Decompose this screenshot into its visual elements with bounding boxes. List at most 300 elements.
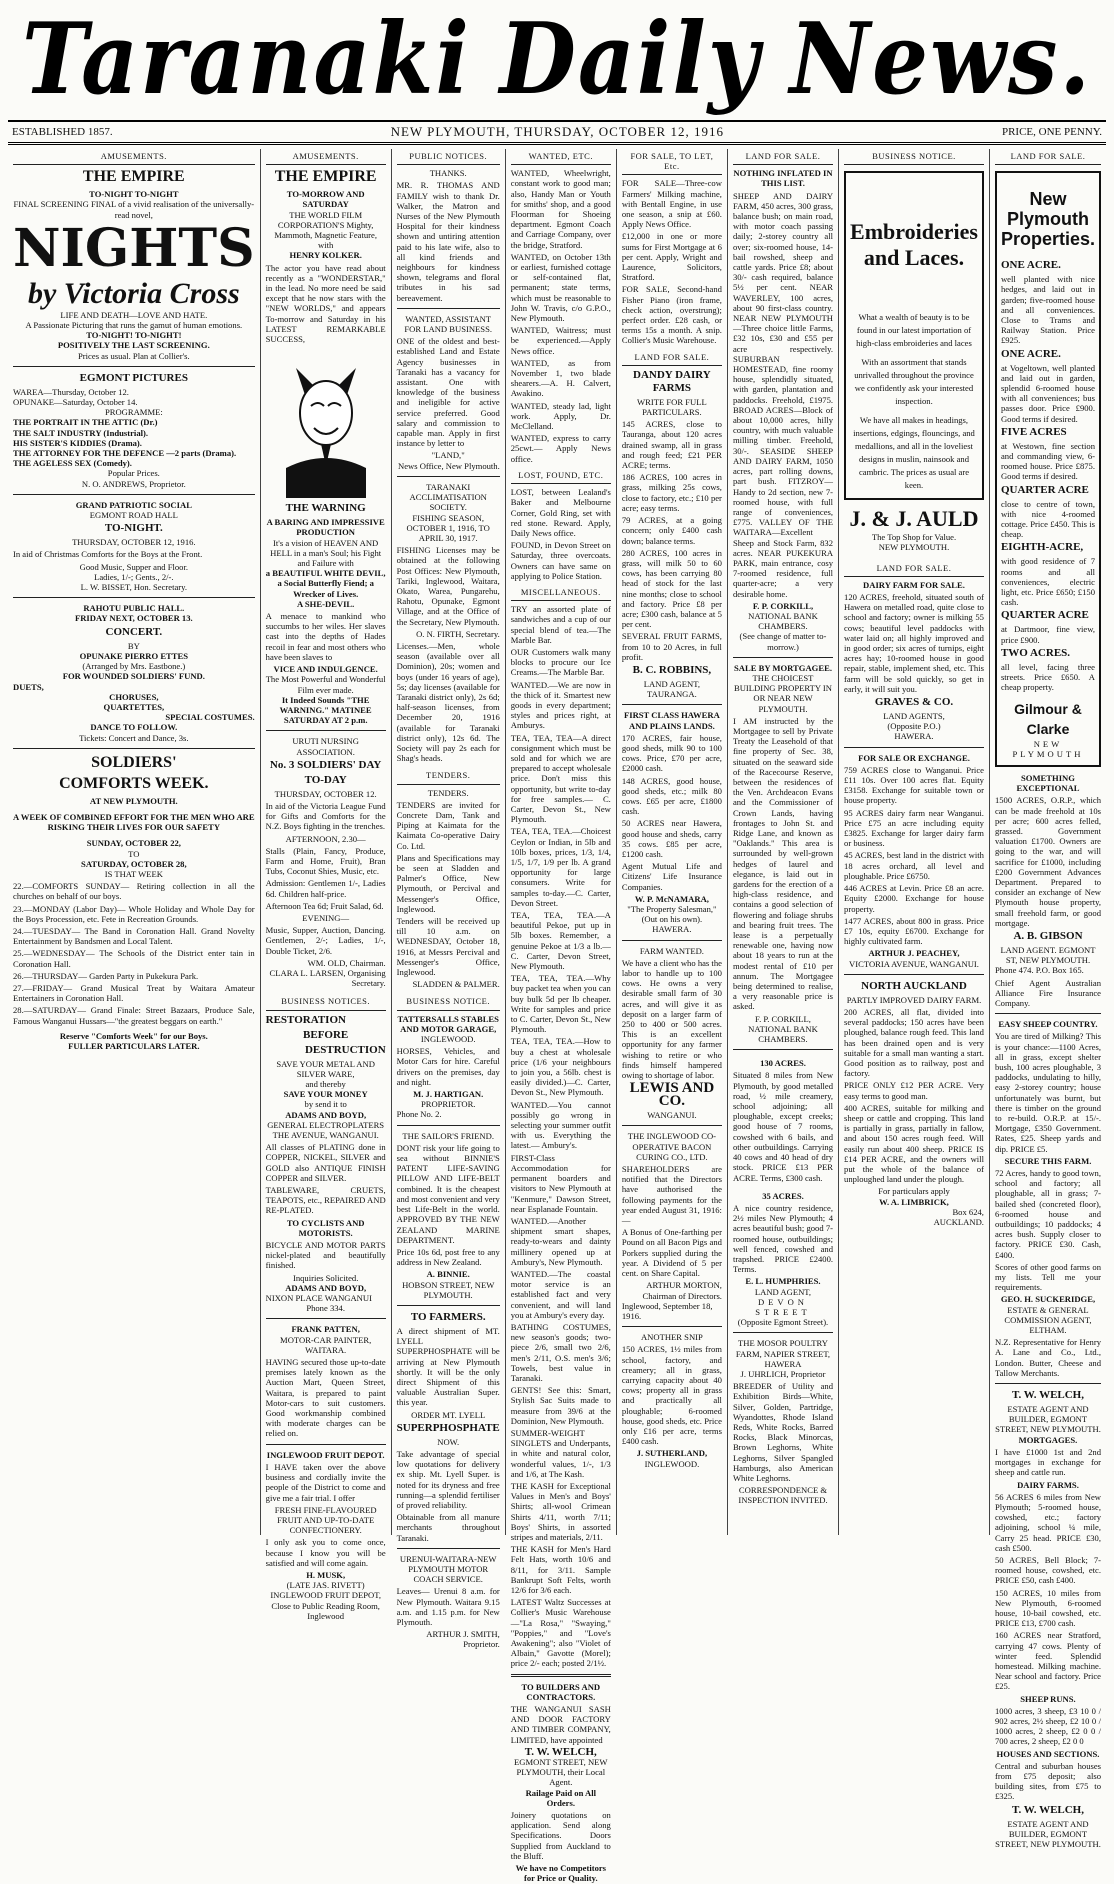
ad-heading: COMFORTS WEEK. — [59, 774, 209, 792]
ad-text: Chief Agent Australian Alliance Fire Insurance Company. — [994, 977, 1101, 1008]
ad-text: WANGANUI. — [647, 1110, 697, 1121]
ad-text: A menace to mankind who succumbs to her wiles. Her slaves cast into the depths of Hades recoil in fear and most others who have been slaves to — [265, 611, 386, 662]
ad-text: THE PORTRAIT IN THE ATTIC (Dr.) — [13, 417, 158, 428]
ad-text: A. BINNIE. — [426, 1269, 470, 1280]
ad-heading: DAIRY FARM FOR SALE. — [863, 579, 965, 590]
columns — [8, 149, 1106, 1884]
ad-text: PRICE ONLY £12 PER ACRE. Very easy terms to good man. — [844, 1080, 984, 1101]
listing: 145 ACRES, close to Tauranga, about 120 acres drained swamp, all in grass and rough feed; £21 PER ACRE; terms. — [621, 419, 722, 471]
ad-text: T. W. WELCH, — [524, 1745, 597, 1758]
ad-text: DEVON STREET — [755, 1296, 811, 1317]
ad-text: For particulars apply — [878, 1186, 950, 1197]
ad-text: Leaves— Urenui 8 a.m. for New Plymouth. Waitara 9.15 a.m. and 1.15 p.m. for New Plymouth. — [396, 1586, 500, 1627]
ad-text: POSITIVELY THE LAST SCREENING. — [57, 340, 210, 351]
ad-heading: EASY SHEEP COUNTRY. — [998, 1019, 1098, 1030]
listing: 1500 ACRES, O.R.P., which can be made freehold at 10s per acre; 600 acres felled, grassed. Government valuation £1700. Owners are going to the war, and will sacrifice for £1000, including £200 Government Advances Department. Prepared to consider an exchange of New Plymouth house property, small freehold farm, or good mortgage. — [994, 795, 1101, 928]
ad-text: HOBSON STREET, NEW PLYMOUTH. — [402, 1279, 495, 1300]
ad-heading: DAIRY FARMS. — [1017, 1479, 1079, 1490]
ad-text: TO CYCLISTS AND MOTORISTS. — [286, 1217, 365, 1238]
ad-heading: TARANAKI ACCLIMATISATION SOCIETY. — [409, 481, 487, 513]
ad-heading: 35 ACRES. — [762, 1190, 804, 1201]
classified-ad: TRY an assorted plate of sandwiches and a cup of our special blend of tea.—The Marble Bar. — [510, 604, 611, 645]
ad-text: ARTHUR J. PEACHEY, — [868, 948, 960, 959]
listing: 200 ACRES, all flat, divided into several paddocks; 150 acres have been ploughed, balance rough feed. This land has been drained open and is very suitable for a small man wanting a start. Good position as to railway, post and factory. — [844, 1006, 984, 1079]
ad-text: ADAMS AND BOYD, — [285, 1282, 367, 1293]
listing: SHEEP AND DAIRY FARM, 450 acres, 300 grass, balance bush; on main road, with motor coach passing daily; 2-storey country all over; six-roomed house, 14-bail rowshed, sheep and cattle yards. Price £8; about 30/- cash required, balance 5½ per cent. NEAR WAVERLEY, 100 acres, about 90 first-class country. NEAR NEW PLYMOUTH—Three choice little Farms, £32 10s, £30 and £55 per acre respectively. SUBURBAN HOMESTEAD, fine roomy house, splendidly situated, with garden, plantation and paddocks. Freehold, £1975. BROAD ACRES—Block of about 10,000 acres, hilly country, with much valuable milling timber. Freehold, 30/-. SEASIDE SHEEP AND DAIRY FARM, 1050 acres, part rolling downs, part bush. FITZROY—Handy to 2d section, new 7-roomed house, with full range of conveniences, £775. VALLEY OF THE WAITARA—Excellent Sheep and Stock Farm, 832 acres. NEAR PUKEKURA PARK, main entrance, cosy 7-roomed residence, full quarter-acre; a very desirable home. — [732, 190, 834, 599]
ad-text: THE WANGANUI SASH AND DOOR FACTORY AND TIMBER COMPANY, LIMITED, have appointed — [510, 1704, 611, 1745]
divider — [995, 1013, 1101, 1014]
ad-text: THE AGELESS SEX (Comedy). — [13, 458, 132, 469]
listing: all level, facing three streets. Price £650. A cheap property. — [1000, 661, 1095, 693]
ad-text: Phone 474. P.O. Box 165. — [994, 965, 1084, 976]
ad-text: (See change of matter to-morrow.) — [739, 631, 827, 652]
ad-text: It Indeed Sounds "THE WARNING." MATINEE SATURDAY AT 2 p.m. — [279, 694, 372, 726]
embroideries-ad — [844, 171, 984, 500]
ad-text: F. P. CORKILL, — [752, 600, 814, 611]
column-7 — [839, 149, 990, 1535]
column-3 — [392, 149, 506, 1650]
ad-heading: FRANK PATTEN, — [291, 1324, 360, 1335]
divider — [266, 1444, 386, 1445]
ad-text: 24.—TUESDAY— The Band in Coronation Hall. Grand Novelty Entertainment by Bandsmen and Local Talent. — [13, 925, 255, 947]
ad-text: ARTHUR MORTON, Chairman of Directors. — [642, 1280, 722, 1301]
column-heading: LAND FOR SALE. — [733, 149, 833, 165]
column-heading: FOR SALE, TO LET, Etc. — [622, 149, 722, 175]
ad-text: by send it to — [304, 1099, 347, 1110]
column-1 — [8, 149, 261, 1535]
ad-text: THE CHOICEST BUILDING PROPERTY IN OR NEAR NEW PLYMOUTH. — [733, 672, 832, 714]
ad-heading: WANTED, ASSISTANT FOR LAND BUSINESS. — [404, 313, 493, 335]
ad-heading: GRAND PATRIOTIC SOCIAL — [75, 499, 192, 510]
classified-ad: LATEST Waltz Successes at Collier's Music Warehouse—"La Rosa," "Swaying," "Poppies," and "Love's Awakening"; also "Violet of Albain," Gavotte (Morel); price 2/- each; posted 2/1½. — [510, 1597, 611, 1669]
ad-text: News Office, New Plymouth. — [397, 460, 500, 471]
ad-text: H. MUSK, — [306, 1569, 346, 1580]
classified-ad: THE KASH for Exceptional Values in Men's and Boys' Shirts; all-wool Crimean Shirts 4/11, worth 7/11; Boys' Shirts, in assorted stripes and materials, 2/11. — [510, 1480, 611, 1542]
section-heading: TENDERS. — [397, 768, 500, 784]
divider — [397, 1548, 500, 1549]
classified-ad: FOR SALE, Second-hand Fisher Piano (iron frame, check action, overstrung); perfect order. £28 cash, or terms 15s a month. A snip. Collier's Music Warehouse. — [621, 284, 722, 346]
masthead — [8, 0, 1106, 117]
ad-text: EGMONT STREET, NEW PLYMOUTH, their Local Agent. — [514, 1757, 608, 1788]
ad-text: QUARTETTES, — [103, 701, 165, 712]
divider — [397, 476, 500, 477]
divider — [622, 940, 722, 941]
listing: at Dartmoor, fine view, price £900. — [1000, 624, 1095, 645]
classified-ad: TEA, TEA, TEA.—A beautiful Pekoe, put up in 5lb boxes. Remember, a genuine Pekoe at 1/3 a lb.—C. Carter, Devon Street, New Plymouth. — [510, 910, 611, 972]
ad-text: "The Property Salesman," (Out on his own). HAWERA. — [627, 904, 717, 935]
listing: well planted with nice hedges, and laid out in garden; five-roomed house and all conveniences. Close to Trams and Railway Station. Price £925. — [1000, 274, 1095, 346]
ad-text: DUETS, — [13, 681, 44, 692]
listing: 150 ACRES, 10 miles from New Plymouth, 6-roomed house, 10-bail cowshed, etc. PRICE £13, £700 cash. — [994, 1587, 1101, 1629]
listing: 186 ACRES, 100 acres in grass, milking 25s cows, close to factory, etc.; £10 per acre; easy terms. — [621, 472, 722, 513]
divider — [13, 494, 255, 495]
divider — [13, 366, 255, 367]
ad-text: INGLEWOOD FRUIT DEPOT, — [270, 1590, 381, 1601]
ad-heading: THANKS. — [429, 168, 467, 179]
ad-text: A SHE-DEVIL. — [297, 598, 355, 609]
ad-text: FISHING Licenses may be obtained at the following Post Offices: New Plymouth, Tariki, Inglewood, Waitara, Okato, Warea, Pungarehu, Rahotu, Opunake, Egmont Village, and at the Office of the Secretary, New Plymouth. — [396, 545, 500, 627]
ad-text: 28.—SATURDAY— Grand Finale: Street Bazaars, Produce Sale, Famous Wanganui Hussars—"the greatest beggars on earth." — [13, 1005, 255, 1026]
ad-text: FISHING SEASON, OCTOBER 1, 1916, TO APRIL 30, 1917. — [406, 512, 490, 543]
ad-text: VICTORIA AVENUE, WANGANUI. — [849, 958, 979, 969]
ad-text: O. N. FIRTH, Secretary. — [416, 628, 500, 639]
ad-text: DONT risk your life going to sea without BINNIE'S PATENT LIFE-SAVING PILLOW AND LIFE-BELT combined. It is the cheapest and most convenient and very best Life-Belt in the world. APPROVED BY THE NEW ZEALAND MARINE DEPARTMENT. — [396, 1142, 500, 1245]
ad-heading: SOLDIERS' — [91, 753, 177, 771]
ad-text: A Passionate Picturing that runs the gamut of human emotions. — [25, 320, 243, 331]
film-title: THE WARNING — [285, 502, 366, 515]
ad-text: The Most Powerful and Wonderful Film ever made. — [265, 674, 386, 695]
ad-heading: RAHOTU PUBLIC HALL. — [83, 603, 185, 614]
ad-text: Plans and Specifications may be seen at Sladden and Palmer's Office, New Plymouth, or Percival and Messenger's Office, Inglewood. — [396, 852, 500, 914]
column-8 — [990, 149, 1106, 1849]
listing: at Vogeltown, well planted and laid out in garden, splendid 6-roomed house with all conveniences; bus passes door. Price £900. Good terms if desired. — [1000, 362, 1095, 424]
ad-text: "LAND," — [431, 450, 465, 461]
classified-ad: OUR Customers walk many blocks to procure our Ice Creams.—The Marble Bar. — [510, 646, 611, 678]
ad-text: TENDERS are invited for Concrete Dam, Tank and Piping at Kaimata for the Kaimata Co-operative Dairy Co. Ltd. — [396, 799, 500, 851]
column-heading: AMUSEMENTS. — [266, 149, 386, 165]
listing: 1477 ACRES, about 800 in grass. Price £7 10s, equity £6700. Exchange for highly cultivated farm. — [844, 915, 984, 947]
listing-heading: TWO ACRES. — [1000, 646, 1071, 659]
ad-text: ARTHUR J. SMITH, Proprietor. — [426, 1629, 500, 1650]
ad-text: LAND AGENT, TAURANGA. — [643, 678, 700, 700]
ad-heading: THE MOSOR POULTRY FARM, NAPIER STREET, HAWERA — [735, 1338, 831, 1369]
classified-ad: BATHING COSTUMES, new season's goods; two-piece 2/6, small two 2/6, men's 2/11, O.S. men's 3/6; Towels, best value in Taranaki. — [510, 1321, 611, 1383]
classified-ad: TEA, TEA, TEA.—How to buy a chest at wholesale price (1/6 your neighbours to join you, a 56lb. chest is easily divided.)—C. Carter, Devon St., New Plymouth. — [510, 1036, 611, 1098]
ad-text: We have no Competitors for Price or Quality. — [515, 1863, 607, 1884]
ad-text: FRESH FINE-FLAVOURED FRUIT AND UP-TO-DATE CONFECTIONERY. — [274, 1504, 377, 1536]
classified-ad: WANTED, Waitress; must be experienced.—Apply News office. — [510, 325, 611, 356]
ad-text: GENERAL ELECTROPLATERS THE AVENUE, WANGANUI. — [267, 1119, 385, 1140]
listing: close to centre of town, with nice 4-roomed cottage. Price £450. This is cheap. — [1000, 498, 1095, 540]
ad-text: A direct shipment of MT. LYELL SUPERPHOSPHATE will be arriving at New Plymouth shortly. It will be the only direct Shipment of this valuable Australian Super. this year. — [396, 1325, 500, 1408]
ad-text: ESTATE & GENERAL COMMISSION AGENT, — [1004, 1304, 1092, 1325]
ad-heading: A. B. GIBSON — [1013, 929, 1083, 942]
column-5 — [617, 149, 728, 1535]
ad-text: MOTOR-CAR PAINTER, WAITARA. — [280, 1334, 372, 1355]
ad-text: PROGRAMME: — [104, 407, 163, 418]
ad-text: BY — [127, 640, 140, 651]
ad-text: THE WORLD FILM CORPORATION'S Mighty, Mammoth, Magnetic Feature, with — [274, 209, 377, 251]
divider — [622, 704, 722, 705]
divider — [13, 748, 255, 749]
listing: 79 ACRES, at a going concern; only £400 cash down; balance terms. — [621, 515, 722, 546]
ad-text: HAWERA. — [894, 731, 934, 742]
ad-heading: SHEEP RUNS. — [1020, 1693, 1076, 1704]
listing: 56 ACRES 6 miles from New Plymouth; 5-roomed house, cowshed, etc.; factory adjoining, school ¼ mile, Carry 25 head. PRICE £30, cash £500. — [994, 1491, 1101, 1553]
ad-text: I have £1000 1st and 2nd mortgages in exchange for sheep and cattle run. — [994, 1446, 1101, 1478]
classified-ad: WANTED.—We are now in the thick of it. Smartest new goods in every department; styles and prices right, at Amburys. — [510, 679, 611, 731]
ad-text: HAVING secured those up-to-date premises lately known as the Auction Mart, Queen Street, Waitara, is prepared to paint Motor-cars to suit customers. Good workmanship combined with moderate charges can be relied on. — [265, 1357, 386, 1439]
price: PRICE, ONE PENNY. — [1001, 126, 1102, 138]
ad-text: Phone 334. — [306, 1303, 345, 1314]
ad-heading: MORTGAGES. — [1018, 1434, 1078, 1445]
ad-text: Admission: Gentlemen 1/-, Ladies 6d. Children half-price. — [265, 878, 386, 899]
ad-text: (Opposite P.O.) — [887, 721, 941, 732]
classified-ad: WANTED, steady lad, light work. Apply, Dr. McClelland. — [510, 400, 611, 432]
ad-heading: THE EMPIRE — [274, 168, 377, 186]
ad-text: N. O. ANDREWS, Proprietor. — [81, 478, 186, 489]
ad-text: LIFE AND DEATH—LOVE AND HATE. — [60, 309, 208, 320]
ad-text: ELTHAM. — [1029, 1325, 1067, 1336]
ad-heading: Gilmour & Clarke — [1014, 700, 1082, 737]
ad-text: FOR WOUNDED SOLDIERS' FUND. — [62, 671, 205, 682]
ad-text: INGLEWOOD. — [420, 1034, 476, 1045]
ad-display-title: New Plymouth Properties. — [1000, 189, 1095, 250]
column-heading: PUBLIC NOTICES. — [397, 149, 500, 165]
divider — [622, 1125, 722, 1126]
ad-text: MR. R. THOMAS AND FAMILY wish to thank Dr. Walker, the Matron and Nurses of the New Plymouth Hospital for their kindness shown and untiring attention paid to his late wife, also to all kind friends and neighbours for kindness shown, telegrams and floral tributes in his sad bereavement. — [396, 180, 500, 303]
ad-text: I AM instructed by the Mortgagee to sell by Private Treaty the Leasehold of that fine property of Sec. 38, situated on the seaward side of the Racecourse Reserve, between the residences of the Ven. Archdeacon Evans and the Commissioner of Crown Lands, having frontages to John St. and Ridge Lane, and known as "Oaklands." This area is surrounded by well-grown hedges of laurel and elegance, is laid out in gardens for the erection of a high-class residence, and contains a good selection of flowering and foliage shrubs and bearing fruit trees. The lease is a perpetually renewable one, having now about 18 years to run at the modest rental of £10 per annum. The Mortgagee being determined to realise, a very reasonable price is asked. — [732, 715, 834, 1012]
ad-heading: THE EMPIRE — [82, 168, 185, 186]
ad-text: Inglewood, September 18, 1916. — [621, 1300, 713, 1321]
ad-heading: LEWIS AND CO. — [629, 1080, 715, 1110]
divider — [266, 730, 386, 731]
classified-ad: LOST, between Lealand's Baker and Melbourne Corner, Gold Ring, set with red stone. Reward. Apply, Daily News office. — [510, 487, 611, 538]
ad-heading: TO-NIGHT. — [104, 522, 163, 535]
ad-text: Licenses.—Men, whole season (available over all Dominion), 20s; women and boys (under 16 years of age), 5s; day licenses (available for Taranaki district only), 2s 6d; half-season licenses, from December 20, 1916 (available for Taranaki district only), 12s 6d. The Society will pay 2s each for Shag's heads. — [396, 640, 500, 764]
ad-heading: J. & J. AULD — [849, 506, 979, 532]
ad-text: BICYCLE AND MOTOR PARTS nickel-plated and beautifully finished. — [265, 1240, 386, 1271]
ad-text: N.Z. Representative for Henry A. Lane and Co., Ltd., London. Butter, Cheese and Tallow Merchants. — [994, 1337, 1101, 1378]
ad-heading: T. W. WELCH, — [1011, 1803, 1084, 1816]
ad-text: A WEEK OF COMBINED EFFORT FOR THE MEN WHO ARE RISKING THEIR LIVES FOR OUR SAFETY — [13, 811, 255, 833]
ad-text: SATURDAY, OCTOBER 28, — [81, 858, 187, 869]
ad-text: WRITE FOR FULL PARTICULARS. — [637, 396, 707, 418]
ad-text: A Bonus of One-farthing per Pound on all Bacon Pigs and Porkers supplied during the year. A Dividend of 5 per cent. on Share Capital. — [621, 1227, 722, 1279]
divider — [844, 974, 984, 975]
ad-heading: TENDERS. — [427, 787, 469, 798]
ad-text: Popular Prices. — [107, 468, 160, 479]
ad-text: J. UHRLICH, Proprietor — [740, 1368, 826, 1379]
ad-heading: B. C. ROBBINS, — [632, 663, 712, 676]
ad-text: CORRESPONDENCE & INSPECTION INVITED. — [738, 1485, 828, 1506]
ad-text: LAND AGENT, — [754, 1286, 812, 1297]
ad-text: SHAREHOLDERS are notified that the Directors have authorised the following payments for the year ended August 31, 1916:— — [621, 1164, 722, 1226]
ad-heading: EGMONT PICTURES — [79, 371, 188, 384]
ad-text: LAND AGENTS, — [883, 711, 945, 722]
ad-text: SPECIAL COSTUMES. — [165, 712, 255, 723]
listing: 280 ACRES, 100 acres in grass, will milk 50 to 60 cows, has been carrying 80 head of stock for the last nine months; close to school and factory. Price £8 per acre; £300 cash, balance at 5 per cent. — [621, 547, 722, 630]
divider — [733, 657, 833, 658]
ad-heading: SOMETHING EXCEPTIONAL — [1016, 772, 1080, 794]
divider — [266, 1318, 386, 1319]
ad-text: and thereby — [305, 1078, 346, 1089]
ad-text: Inquiries Solicited. — [292, 1272, 359, 1283]
ad-text: M. J. HARTIGAN. — [413, 1089, 484, 1100]
ad-text: Prices as usual. Plan at Collier's. — [78, 350, 190, 361]
ad-heading: URUTI NURSING ASSOCIATION. — [292, 736, 359, 757]
ad-text: CHORUSES, — [109, 691, 159, 702]
classified-ad: TEA, TEA, TEA.—Choicest Ceylon or Indian, in 5lb and 10lb boxes, prices, 1/3, 1/4, 1/5, 1/7, 1/9 per lb. A grand opportunity for large consumers. Write for samples to-day.—C. Carter, Devon Street. — [510, 826, 611, 908]
ad-text: ESTATE AGENT AND BUILDER, EGMONT STREET, NEW PLYMOUTH. — [995, 1818, 1101, 1849]
ad-text: ADAMS AND BOYD, — [285, 1109, 367, 1120]
ad-heading: HOUSES AND SECTIONS. — [996, 1748, 1100, 1759]
place-date: NEW PLYMOUTH, THURSDAY, OCTOBER 12, 1916 — [390, 124, 724, 139]
listing: 759 ACRES close to Wanganui. Price £11 10s. Over 100 acres flat. Equity £3158. Exchange for suitable town or house property. — [844, 764, 984, 806]
ad-text: OPUNAKE PIERRO ETTES — [79, 650, 189, 661]
ad-text: THURSDAY, OCTOBER 12. — [274, 788, 377, 799]
ad-text: Agent Mutual Life and Citizens' Life Insurance Companies. — [621, 861, 722, 892]
classified-ad: WANTED, Wheelwright, constant work to good man; also, Handy Man or Youth for smiths' shop, and a good Floorman for Shoeing department. Egmont Coach and Carriage Company, over the bridge, Stratford. — [510, 168, 611, 250]
ad-text: NIXON PLACE WANGANUI — [265, 1293, 372, 1304]
ad-text: W. A. LIMBRICK, — [879, 1196, 949, 1207]
ad-heading: URENUI-WAITARA-NEW PLYMOUTH MOTOR COACH SERVICE. — [399, 1553, 497, 1585]
masthead-word-daily: Daily — [499, 0, 761, 117]
ad-heading: DESTRUCTION — [304, 1043, 386, 1056]
ad-heading: THE SAILOR'S FRIEND. — [402, 1130, 494, 1141]
ad-text: IS THAT WEEK — [104, 868, 163, 879]
classified-ad: WANTED, express to carry 25cwt.— Apply News office. — [510, 433, 611, 464]
ad-heading: THE INGLEWOOD CO-OPERATIVE BACON CURING CO., LTD. — [627, 1131, 717, 1162]
listing: 400 ACRES, suitable for milking and sheep or cattle and cropping. This land is partially in grass, partially in fallow, and about 150 acres rough feed. Will easily run about 400 sheep. PRICE IS £14 PER ACRE, and the owners will put the whole of the balance of unploughed land under the plough. — [844, 1102, 984, 1185]
listing-heading: QUARTER ACRE — [1000, 483, 1089, 496]
ad-heading: BEFORE — [303, 1028, 349, 1041]
ad-text: AFTERNOON, 2.30— — [285, 833, 366, 844]
listing-heading: ONE ACRE. — [1000, 347, 1061, 360]
ad-heading: TATTERSALLS STABLES AND MOTOR GARAGE, — [397, 1013, 499, 1034]
ad-text: BREEDER of Utility and Exhibition Birds—White, Silver, Golden, Partridge, Wyandottes, Rhode Island Reds, White Rocks, Barred Rocks, Black Minorcas, Brown Leghorns, White Leghorns, Silver Spangled Hamburgs, also American White Leghorns. — [732, 1381, 834, 1483]
listing: SEVERAL FRUIT FARMS, from 10 to 20 Acres, in full profit. — [621, 631, 722, 662]
ad-text: AT NEW PLYMOUTH. — [89, 795, 178, 806]
ad-text: (Arranged by Mrs. Eastbone.) — [82, 661, 186, 672]
ad-text: FULLER PARTICULARS LATER. — [68, 1040, 200, 1051]
listing: 446 ACRES at Levin. Price £8 an acre. Equity £2000. Exchange for house property. — [844, 883, 984, 914]
ad-text: TO-NIGHT TO-NIGHT — [89, 189, 179, 200]
ad-text: It's a vision of HEAVEN AND HELL in a man's Soul; his Fight and Failure with — [270, 537, 382, 569]
ad-heading: NOTHING INFLATED IN THIS LIST. — [733, 168, 833, 189]
ad-text: WAREA—Thursday, October 12. — [13, 386, 129, 397]
ad-text: NATIONAL BANK CHAMBERS. — [748, 610, 818, 632]
divider — [622, 1326, 722, 1327]
classified-ad: FOUND, in Devon Street on Saturday, three overcoats. Owners can have same on applying to Police Station. — [510, 540, 611, 581]
ad-heading: FARM WANTED. — [639, 945, 704, 956]
listing: 150 ACRES, 1½ miles from school, factory, and creamery; all in grass, carrying capacity about 40 cows; property all in grass and practically all ploughable; 6-roomed house, good sheds, etc. Price only £16 per acre, terms £400 cash. — [621, 1344, 722, 1447]
ad-display-byline: by Victoria Cross — [27, 276, 240, 310]
ad-text: CLARA L. LARSEN, Organising Secretary. — [269, 967, 386, 989]
ad-heading: ANOTHER SNIP — [640, 1332, 703, 1343]
divider — [995, 1383, 1101, 1384]
ad-text: THE ATTORNEY FOR THE DEFENCE —2 parts (Drama). — [13, 448, 237, 459]
masthead-word-news: News. — [789, 0, 1092, 117]
dateline — [8, 120, 1106, 145]
classified-ad: TEA, TEA, TEA.—Why buy packet tea when you can buy bulk 5d per lb cheaper. Write for samples and price to C. Carter, Devon St., New Plymouth. — [510, 973, 611, 1035]
ad-text: Box 624, — [952, 1206, 984, 1217]
divider — [397, 308, 500, 309]
ad-text: W. P. McNAMARA, — [634, 893, 709, 904]
divider — [733, 1049, 833, 1050]
ad-text: ESTATE AGENT AND BUILDER, EGMONT STREET, NEW PLYMOUTH. — [995, 1404, 1101, 1435]
classified-ad: GENTS! See this: Smart, Stylish Sac Suits made to measure from 39/6 at the Dominion, New Plymouth. — [510, 1385, 611, 1426]
ad-text: ORDER MT. LYELL — [411, 1409, 486, 1420]
ad-display-title: NIGHTS — [13, 217, 255, 279]
section-heading: LAND FOR SALE. — [844, 561, 984, 577]
ad-text: Phone No. 2. — [396, 1109, 442, 1120]
established: ESTABLISHED 1857. — [12, 126, 113, 138]
ad-heading: GRAVES & CO. — [874, 696, 954, 709]
ad-heading: FOR SALE OR EXCHANGE. — [858, 752, 970, 763]
listing: 50 ACRES near Hawera, good house and sheds, carry 35 cows. £85 per acre, £1200 cash. — [621, 818, 722, 859]
listing: 148 ACRES, good house, good sheds, etc.; milk 80 cows. £65 per acre, £1800 cash. — [621, 775, 722, 817]
ad-text: HORSES, Vehicles, and Motor Cars for hire. Careful drivers on the premises, day and night. — [396, 1046, 500, 1087]
ad-text: Take advantage of special low quotations for delivery ex ship. Mt. Lyell Super. is noted for its dryness and free running—a splendid fertiliser of proved reliability. — [396, 1448, 500, 1510]
ad-text: SLADDEN & PALMER. — [412, 979, 500, 990]
ad-text: NEW PLYMOUTH. — [878, 542, 950, 553]
listing: 1000 acres, 3 sheep, £3 10 0 / 902 acres, 2½ sheep, £2 10 0 / 1000 acres, 2 sheep, £2 0 0 / 700 acres, 2 sheep, £2 0 0 — [994, 1705, 1101, 1747]
listing: 95 ACRES dairy farm near Wanganui. Price £75 an acre including equity £3825. Exchange for larger dairy farm or business. — [844, 807, 984, 849]
listing: with good residence of 7 rooms and all conveniences, electric light, etc. Price £650; £150 cash. — [1000, 556, 1095, 608]
ad-heading: SALE BY MORTGAGEE. — [733, 662, 832, 673]
ad-text: Reserve "Comforts Week" for our Boys. — [59, 1030, 208, 1041]
ad-text: In aid of the Victoria League Fund for Gifts and Comforts for the N.Z. Boys fighting in the trenches. — [265, 800, 386, 832]
ad-text: FINAL SCREENING FINAL of a vivid realisation of the universally-read novel, — [13, 199, 255, 220]
listing: You are tired of Milking? This is your chance:—1100 Acres, all in grass, except shelter bush, 100 acres ploughable, 3 paddocks, undulating to hilly, easy 2-storey country; house unfortunately was burnt, but there is timber on the ground to re-build. O.R.P. at 15/-. Mortgage, £350 Government. Rates, £25. Sheep yards and dip. PRICE £5. — [994, 1031, 1101, 1154]
ad-text: A BARING AND IMPRESSIVE PRODUCTION — [266, 517, 385, 538]
ad-text: Music, Supper, Auction, Dancing. Gentlemen, 2/-; Ladies, 1/-, Double Ticket, 2/6. — [265, 925, 386, 956]
classified-ad: THE KASH for Men's Hard Felt Hats, worth 10/6 and 8/11, for 3/11. Sample Bankrupt Soft Felts, worth 12/6 for 3/6 each. — [510, 1544, 611, 1596]
ad-text: (LATE JAS. RIVETT) — [286, 1580, 365, 1591]
ad-text: SAVE YOUR METAL AND SILVER WARE, — [276, 1058, 375, 1079]
ad-heading: RESTORATION — [265, 1013, 346, 1026]
classified-ad: WANTED.—Another shipment smart shapes, ready-to-wears and dainty millinery opened up at Ambury's, New Plymouth. — [510, 1215, 611, 1267]
ad-text: HENRY KOLKER. — [289, 250, 362, 261]
ad-text: NEW PLYMOUTH — [1012, 738, 1084, 759]
column-heading: WANTED, ETC. — [511, 149, 611, 165]
ad-text: We have all makes in headings, insertions, edgings, flouncings, and medallions, and all in the loveliest designs in muslin, nainsook and cambric. The prices as usual are keen. — [853, 415, 975, 491]
listing: 120 ACRES, freehold, situated south of Hawera on metalled road, quite close to school and factory; owner is milking 55 cows; beautiful level paddocks with water laid on; all highly improved and in good order; six acres of turnips, eight acres hay; 10-roomed house in good repair, stable, implement shed, etc. This farm will be sold quickly, so get in early, it will suit you. — [844, 592, 984, 694]
ad-text: Good Music, Supper and Floor. — [79, 561, 189, 572]
section-heading: BUSINESS NOTICES. — [266, 994, 386, 1010]
ad-text: HIS SISTER'S KIDDIES (Drama). — [13, 437, 142, 448]
section-heading: LAND FOR SALE. — [622, 350, 722, 366]
ad-text: WM. OLD, Chairman. — [307, 957, 386, 968]
listing-heading: EIGHTH-ACRE, — [1000, 541, 1084, 554]
column-heading: BUSINESS NOTICE. — [844, 149, 984, 165]
ad-text: Afternoon Tea 6d; Fruit Salad, 6d. — [265, 900, 384, 911]
column-2 — [261, 149, 392, 1621]
ad-text: a BEAUTIFUL WHITE DEVIL, a Social Butterfly Fiend; a Wrecker of Lives. — [265, 568, 386, 599]
divider — [733, 1332, 833, 1333]
ad-heading: NORTH AUCKLAND — [861, 979, 967, 992]
ad-text: SUNDAY, OCTOBER 22, — [86, 838, 181, 849]
ad-text: TO — [128, 848, 140, 859]
ad-text: 23.—MONDAY (Labor Day)— Whole Holiday and Whole Day for the Boys Procession, etc. Fete in Recreation Grounds. — [13, 903, 255, 924]
divider — [397, 1305, 500, 1306]
ad-text: 22.—COMFORTS SUNDAY— Retiring collection in all the churches on behalf of our boys. — [13, 881, 255, 902]
masthead-word-taranaki: Taranaki — [22, 0, 471, 117]
listing: at Westown, fine section and commanding view, 6-roomed house. Price £875. Good terms if desired. — [1000, 440, 1095, 482]
listing: A nice country residence, 2½ miles New Plymouth; 4 acres beautiful bush; good 7-roomed house, outbuildings; well fenced, cowshed and trapshed. PRICE £2400. Terms. — [732, 1202, 834, 1275]
ad-text: PARTLY IMPROVED DAIRY FARM. — [846, 994, 982, 1005]
ad-text: DANCE TO FOLLOW. — [90, 722, 178, 733]
listing: Situated 8 miles from New Plymouth, by good metalled road, ½ mile creamery, school adjoining; all ploughable, except creeks; good house of 7 rooms, cowshed with 6 bails, and other outbuildings. Carrying 40 cows and 40 head of dry stock. PRICE £13 PER ACRE. Terms, £300 cash. — [732, 1070, 834, 1183]
listing-heading: FIVE ACRES — [1000, 425, 1067, 438]
ad-text: EVENING— — [302, 912, 350, 923]
ad-text: The Top Shop for Value. — [871, 532, 957, 543]
ad-heading: T. W. WELCH, — [1011, 1389, 1084, 1402]
listing: 72 Acres, handy to good town, school and factory; all ploughable, all in grass; 7-bailed shed (concreted floor), 6-roomed house and outbuildings; 10 paddocks; 4 acres bush. Supply closer to factory. PRICE £30. Cash, £400. — [994, 1168, 1101, 1260]
ad-text: NOW. — [437, 1436, 460, 1447]
column-6 — [728, 149, 839, 1535]
ad-text: THE SALT INDUSTRY (Industrial). — [13, 427, 149, 438]
ad-text: 26.—THURSDAY— Garden Party in Pukekura Park. — [13, 970, 199, 981]
ad-text: Joinery quotations on application. Send along Specifications. Doors Supplied from Auckland to the Bluff. — [510, 1810, 611, 1861]
classified-ad: FIRST-Class Accommodation for permanent boarders and visitors to New Plymouth at "Kenmure," Dawson Street, near Esplanade Fountain. — [510, 1152, 611, 1214]
ad-text: 25.—WEDNESDAY— The Schools of the District enter tain in Coronation Hall. — [13, 948, 255, 969]
column-heading: AMUSEMENTS. — [13, 149, 255, 165]
section-heading: BUSINESS NOTICE. — [397, 994, 500, 1010]
ad-text: VICE AND INDULGENCE. — [273, 664, 378, 675]
ad-heading: 130 ACRES. — [760, 1058, 806, 1069]
